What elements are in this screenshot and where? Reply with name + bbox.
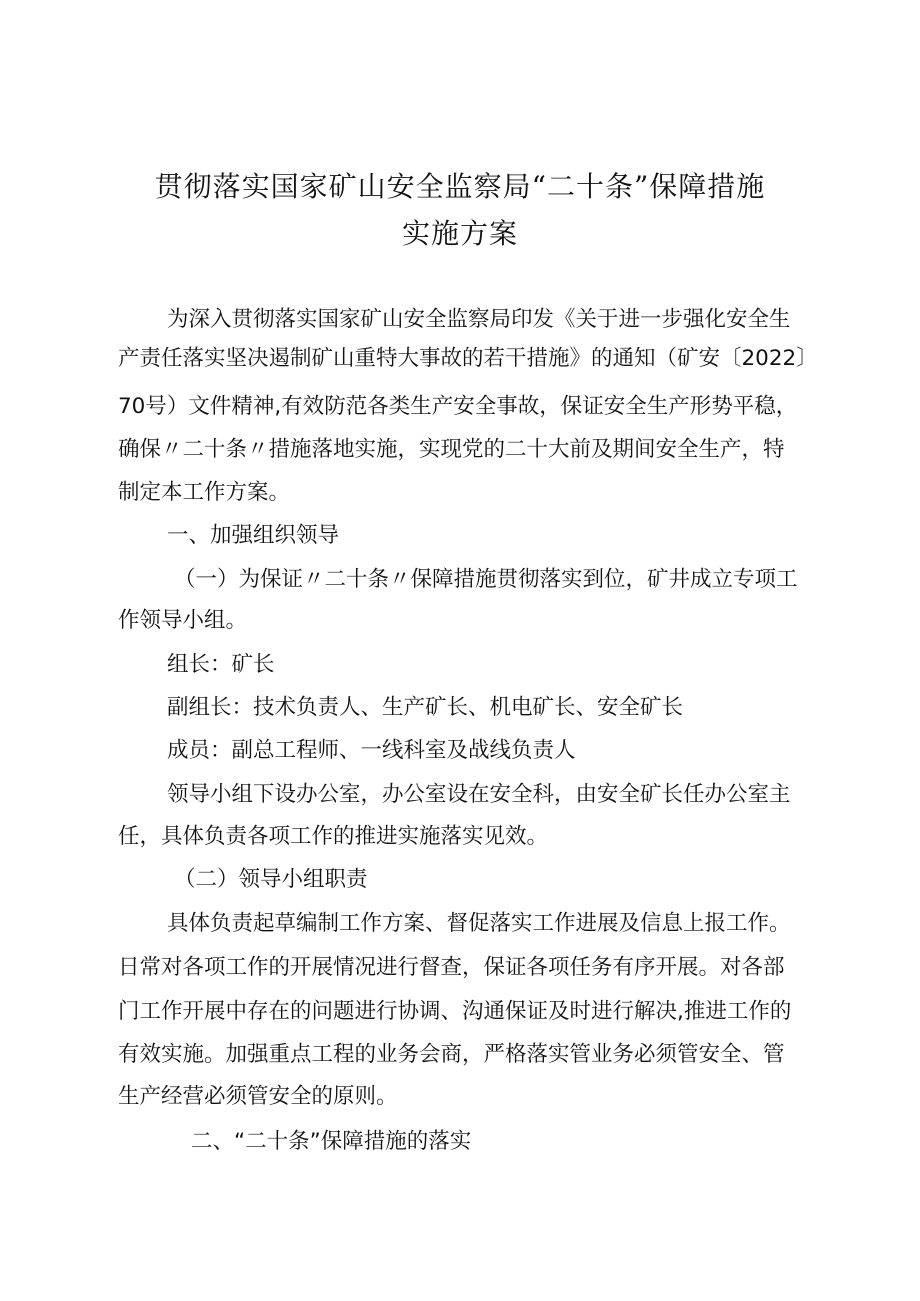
group-leader: 组长：矿长: [167, 652, 275, 677]
intro-line-1: 为深入贯彻落实国家矿山安全监察局印发《关于进一步强化安全生: [167, 307, 791, 332]
intro-line-3: 70号）文件精神,有效防范各类生产安全事故，保证安全生产形势平稳，: [118, 394, 798, 419]
item-1-line-1: （一）为保证〃二十条〃保障措施贯彻落实到位，矿井成立专项工: [174, 567, 798, 592]
duties-line-5: 生产经营必须管安全的原则。: [118, 1084, 398, 1109]
office-line-1: 领导小组下设办公室，办公室设在安全科，由安全矿长任办公室主: [167, 782, 791, 807]
duties-line-4: 有效实施。加强重点工程的业务会商，严格落实管业务必须管安全、管: [118, 1042, 785, 1067]
duties-line-3: 门工作开展中存在的问题进行协调、沟通保证及时进行解决,推进工作的: [118, 999, 792, 1024]
item-2-heading: （二）领导小组职责: [174, 867, 368, 892]
document-title-line-2: 实施方案: [401, 217, 518, 250]
section-2-heading: 二、“二十条”保障措施的落实: [191, 1129, 472, 1154]
duties-line-2: 日常对各项工作的开展情况进行督查，保证各项任务有序开展。对各部: [118, 955, 785, 980]
duties-line-1: 具体负责起草编制工作方案、督促落实工作进展及信息上报工作。: [167, 911, 791, 936]
section-1-heading: 一、加强组织领导: [167, 523, 340, 548]
intro-line-4: 确保〃二十条〃措施落地实施，实现党的二十大前及期间安全生产，特: [118, 437, 785, 462]
group-members: 成员：副总工程师、一线科室及战线负责人: [167, 738, 576, 763]
item-1-line-2: 作领导小组。: [118, 608, 248, 633]
office-line-2: 任，具体负责各项工作的推进实施落实见效。: [118, 824, 549, 849]
intro-line-2: 产责任落实坚决遏制矿山重特大事故的若干措施》的通知（矿安〔2022〕: [118, 346, 818, 371]
intro-line-5: 制定本工作方案。: [118, 480, 291, 505]
document-title-line-1: 贯彻落实国家矿山安全监察局“二十条”保障措施: [154, 170, 766, 203]
deputy-leader: 副组长：技术负责人、生产矿长、机电矿长、安全矿长: [167, 695, 684, 720]
